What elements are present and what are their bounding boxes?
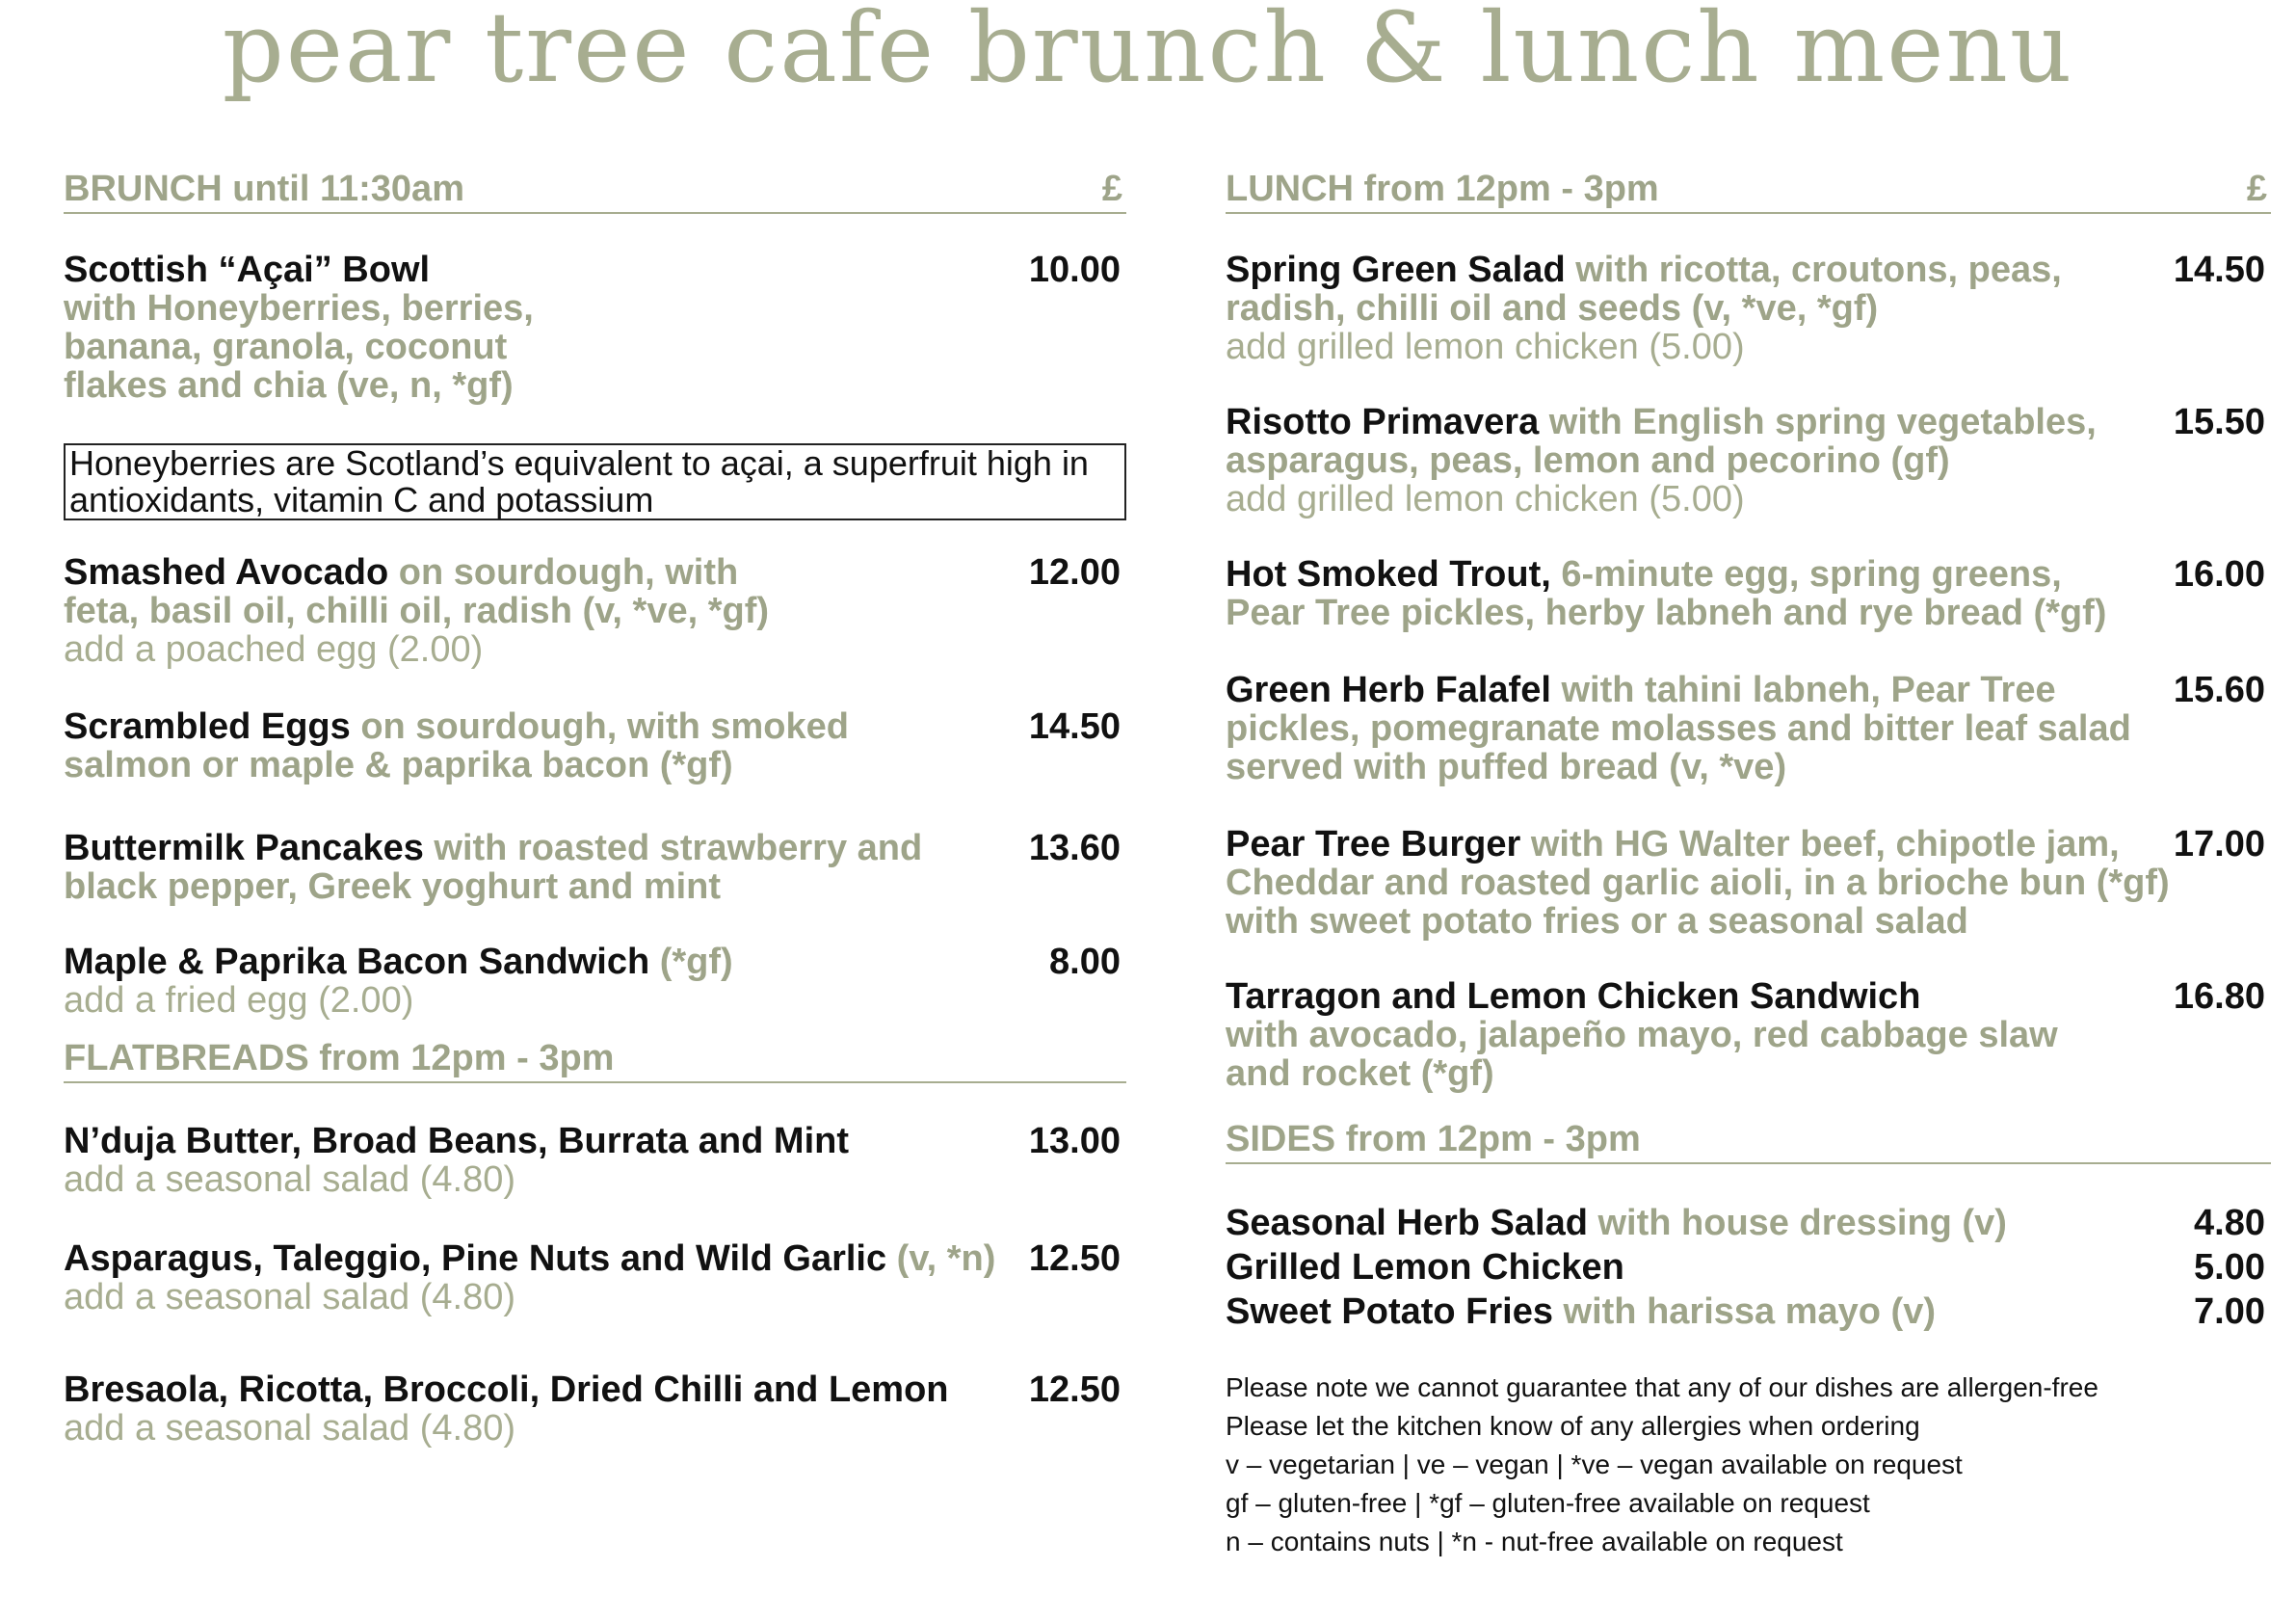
- menu-item-spring-green-salad: [1226, 251, 2271, 366]
- item-addon: add a poached egg (2.00): [64, 629, 484, 670]
- item-price: 12.50: [1028, 1238, 1121, 1279]
- menu-item-smashed-avocado: [64, 553, 1126, 669]
- item-description: on sourdough, with feta, basil oil, chilli oil, radish (v, *ve, *gf): [64, 552, 770, 631]
- note-line: gf – gluten-free | *gf – gluten-free available on request: [1226, 1488, 1870, 1518]
- allergen-notes: [1226, 1369, 2271, 1561]
- left-column: [64, 168, 1126, 1448]
- item-name: Scrambled Eggs: [64, 706, 351, 747]
- menu-item-green-herb-falafel: [1226, 671, 2271, 786]
- item-price: 10.00: [1028, 250, 1121, 290]
- menu-item-pear-tree-burger: [1226, 825, 2271, 941]
- item-description: with Honeyberries, berries, banana, granola, coconut flakes and chia (ve, n, *gf): [64, 288, 534, 406]
- lunch-currency: £: [2246, 169, 2267, 209]
- item-price: 14.50: [2173, 250, 2265, 290]
- flatbreads-heading: [64, 1037, 1126, 1083]
- honeyberries-note-box: Honeyberries are Scotland’s equivalent to açai, a superfruit high in antioxidants, vitamin C and potassium: [64, 443, 1126, 520]
- item-description: with English spring vegetables, asparagus, peas, lemon and pecorino (gf): [1226, 402, 2097, 481]
- item-description: with roasted strawberry and black pepper, Greek yoghurt and mint: [64, 828, 923, 907]
- brunch-heading: [64, 168, 1126, 214]
- menu-item-asparagus-flatbread: [64, 1239, 1126, 1316]
- item-description: with ricotta, croutons, peas, radish, chilli oil and seeds (v, *ve, *gf): [1226, 250, 2062, 329]
- item-price: 13.00: [1028, 1121, 1121, 1161]
- flatbreads-heading-label: FLATBREADS from 12pm - 3pm: [64, 1038, 615, 1078]
- item-price: 16.00: [2173, 554, 2265, 595]
- item-name: Risotto Primavera: [1226, 402, 1540, 442]
- item-name: Spring Green Salad: [1226, 250, 1566, 290]
- menu-item-bacon-sandwich: [64, 943, 1126, 1020]
- item-addon: add a seasonal salad (4.80): [64, 1159, 515, 1200]
- note-line: n – contains nuts | *n - nut-free available on request: [1226, 1527, 1843, 1556]
- lunch-heading: [1226, 168, 2271, 214]
- item-name: Maple & Paprika Bacon Sandwich: [64, 942, 650, 982]
- lunch-heading-label: LUNCH from 12pm - 3pm: [1226, 169, 1659, 209]
- item-price: 12.50: [1028, 1369, 1121, 1410]
- item-price: 16.80: [2173, 976, 2265, 1017]
- item-description: (*gf): [649, 942, 733, 982]
- item-name: N’duja Butter, Broad Beans, Burrata and Mint: [64, 1121, 849, 1161]
- item-price: 12.00: [1028, 552, 1121, 593]
- item-price: 15.50: [2173, 402, 2265, 442]
- menu-item-risotto-primavera: [1226, 403, 2271, 519]
- sides-heading: [1226, 1118, 2271, 1164]
- item-description: 6-minute egg, spring greens, Pear Tree pickles, herby labneh and rye bread (*gf): [1226, 554, 2107, 633]
- menu-item-hot-smoked-trout: [1226, 555, 2271, 632]
- item-description: with tahini labneh, Pear Tree pickles, pomegranate molasses and bitter leaf salad served with puffed bread (v, *ve): [1226, 670, 2131, 787]
- item-name: Hot Smoked Trout,: [1226, 554, 1551, 595]
- brunch-currency: £: [1101, 169, 1122, 209]
- item-price: 14.50: [1028, 706, 1121, 747]
- item-name: Sweet Potato Fries: [1226, 1291, 1553, 1332]
- item-description: (v, *n): [886, 1238, 996, 1279]
- item-price: 4.80: [2194, 1203, 2265, 1243]
- item-price: 8.00: [1049, 942, 1121, 982]
- menu-title: pear tree cafe brunch & lunch menu: [222, 0, 2074, 104]
- menu-item-acai-bowl: [64, 251, 1126, 405]
- item-price: 15.60: [2173, 670, 2265, 710]
- menu-item-buttermilk-pancakes: [64, 829, 1126, 906]
- menu-item-chicken-sandwich: [1226, 977, 2271, 1093]
- item-name: Seasonal Herb Salad: [1226, 1203, 1588, 1243]
- item-name: Buttermilk Pancakes: [64, 828, 424, 868]
- item-price: 17.00: [2173, 824, 2265, 864]
- item-name: Grilled Lemon Chicken: [1226, 1247, 1624, 1288]
- item-description: with avocado, jalapeño mayo, red cabbage slaw and rocket (*gf): [1226, 1015, 2058, 1094]
- item-price: 7.00: [2194, 1291, 2265, 1332]
- item-description: on sourdough, with smoked salmon or maple & paprika bacon (*gf): [64, 706, 849, 785]
- menu-item-nduja-flatbread: [64, 1122, 1126, 1199]
- note-line: Please note we cannot guarantee that any of our dishes are allergen-free: [1226, 1372, 2098, 1402]
- brunch-heading-label: BRUNCH until 11:30am: [64, 169, 464, 209]
- item-addon: add a seasonal salad (4.80): [64, 1408, 515, 1449]
- item-price: 13.60: [1028, 828, 1121, 868]
- item-name: Tarragon and Lemon Chicken Sandwich: [1226, 976, 1921, 1017]
- item-name: Smashed Avocado: [64, 552, 389, 593]
- note-line: Please let the kitchen know of any allergies when ordering: [1226, 1411, 1920, 1441]
- side-item-sweet-potato-fries: [1226, 1290, 2271, 1334]
- side-item-lemon-chicken: [1226, 1245, 2271, 1290]
- item-price: 5.00: [2194, 1247, 2265, 1288]
- item-name: Scottish “Açai” Bowl: [64, 250, 431, 290]
- item-name: Pear Tree Burger: [1226, 824, 1521, 864]
- item-description: with HG Walter beef, chipotle jam, Cheddar and roasted garlic aioli, in a brioche bun (*gf) with sweet potato fries or a seasonal salad: [1226, 824, 2170, 942]
- item-name: Green Herb Falafel: [1226, 670, 1551, 710]
- item-addon: add a seasonal salad (4.80): [64, 1277, 515, 1317]
- menu-item-bresaola-flatbread: [64, 1370, 1126, 1448]
- menu-item-scrambled-eggs: [64, 707, 1126, 784]
- item-description: with house dressing (v): [1587, 1203, 2007, 1243]
- sides-list: [1226, 1201, 2271, 1334]
- item-addon: add grilled lemon chicken (5.00): [1226, 327, 1745, 367]
- item-name: Asparagus, Taleggio, Pine Nuts and Wild Garlic: [64, 1238, 887, 1279]
- item-addon: add a fried egg (2.00): [64, 980, 414, 1021]
- sides-heading-label: SIDES from 12pm - 3pm: [1226, 1119, 1641, 1159]
- right-column: [1226, 168, 2271, 1561]
- item-description: with harissa mayo (v): [1552, 1291, 1936, 1332]
- item-name: Bresaola, Ricotta, Broccoli, Dried Chilli and Lemon: [64, 1369, 949, 1410]
- item-addon: add grilled lemon chicken (5.00): [1226, 479, 1745, 519]
- side-item-herb-salad: [1226, 1201, 2271, 1245]
- note-line: v – vegetarian | ve – vegan | *ve – vegan available on request: [1226, 1449, 1963, 1479]
